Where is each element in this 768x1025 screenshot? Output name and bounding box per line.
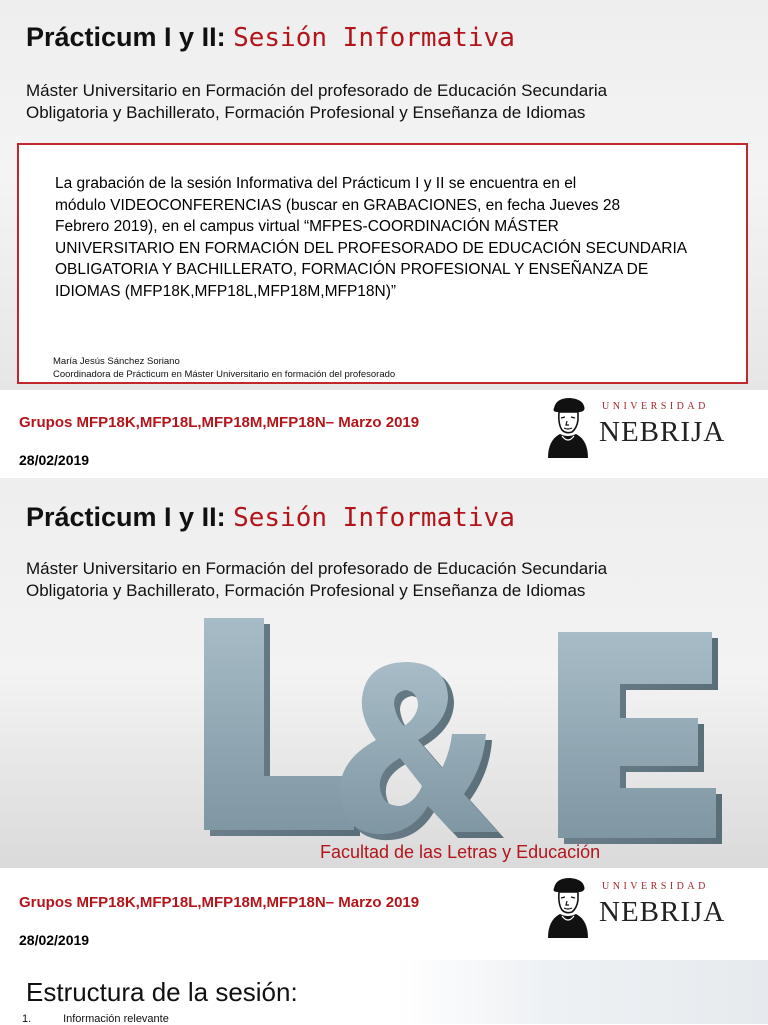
slide-2-title: [26, 502, 515, 533]
ampersand-shape: [340, 662, 504, 840]
title-highlight: Sesión Informativa: [233, 23, 515, 53]
nebrija-logo: [542, 394, 732, 458]
notice-line: UNIVERSITARIO EN FORMACIÓN DEL PROFESORADO DE EDUCACIÓN SECUNDARIA: [55, 239, 688, 257]
notice-line: módulo VIDEOCONFERENCIAS (buscar en GRABACIONES, en fecha Jueves 28: [55, 196, 621, 214]
letter-l-shape: [204, 618, 360, 836]
author-role: Coordinadora de Prácticum en Máster Universitario en formación del profesorado: [53, 369, 396, 380]
notice-line: Febrero 2019), en el campus virtual “MFPES-COORDINACIÓN MÁSTER: [55, 218, 559, 235]
list-item: [22, 1013, 169, 1025]
list-item-number: 1.: [22, 1013, 32, 1025]
date-label: 28/02/2019: [19, 932, 90, 948]
slide-1-subtitle: [26, 80, 756, 124]
date-label: 28/02/2019: [19, 452, 90, 468]
nebrija-portrait-icon: [542, 394, 594, 458]
recording-notice-box: [17, 143, 748, 384]
slide-3-background-image: [395, 960, 768, 1024]
subtitle-line-2: Obligatoria y Bachillerato, Formación Profesional y Enseñanza de Idiomas: [26, 103, 586, 122]
slide-2-subtitle: [26, 558, 756, 602]
notice-text: [55, 173, 715, 302]
list-item-label: Información relevante: [63, 1013, 169, 1025]
nebrija-portrait-icon: [542, 874, 594, 938]
logo-top-word: UNIVERSIDAD: [602, 881, 709, 892]
subtitle-line-2: Obligatoria y Bachillerato, Formación Profesional y Enseñanza de Idiomas: [26, 581, 586, 600]
slide-2-footer: [0, 868, 768, 958]
notice-author: [53, 355, 395, 381]
notice-line: IDIOMAS (MFP18K,MFP18L,MFP18M,MFP18N)”: [55, 282, 397, 300]
slide-3-title: Estructura de la sesión:: [26, 977, 298, 1007]
faculty-name: Facultad de las Letras y Educación: [320, 842, 601, 862]
nebrija-logo: [542, 874, 732, 938]
group-label: Grupos MFP18K,MFP18L,MFP18M,MFP18N– Marzo 2019: [19, 414, 420, 431]
logo-name: NEBRIJA: [599, 416, 726, 448]
le-concrete-letters-image: [190, 610, 730, 850]
notice-line: OBLIGATORIA Y BACHILLERATO, FORMACIÓN PROFESIONAL Y ENSEÑANZA DE: [55, 261, 649, 278]
subtitle-line-1: Máster Universitario en Formación del profesorado de Educación Secundaria: [26, 559, 608, 578]
subtitle-line-1: Máster Universitario en Formación del profesorado de Educación Secundaria: [26, 81, 608, 100]
slide-1-title: [26, 22, 515, 53]
slide-1-footer: [0, 390, 768, 480]
letter-e-shape: [558, 632, 722, 844]
logo-top-word: UNIVERSIDAD: [602, 401, 709, 412]
author-name: María Jesús Sánchez Soriano: [53, 356, 180, 367]
group-label: Grupos MFP18K,MFP18L,MFP18M,MFP18N– Marzo 2019: [19, 894, 420, 911]
title-prefix: Prácticum I y II:: [26, 22, 226, 52]
title-prefix: Prácticum I y II:: [26, 502, 226, 532]
slide-1: [0, 0, 768, 390]
notice-line: La grabación de la sesión Informativa del Prácticum I y II se encuentra en el: [55, 175, 577, 192]
title-highlight: Sesión Informativa: [233, 503, 515, 533]
logo-name: NEBRIJA: [599, 896, 726, 928]
